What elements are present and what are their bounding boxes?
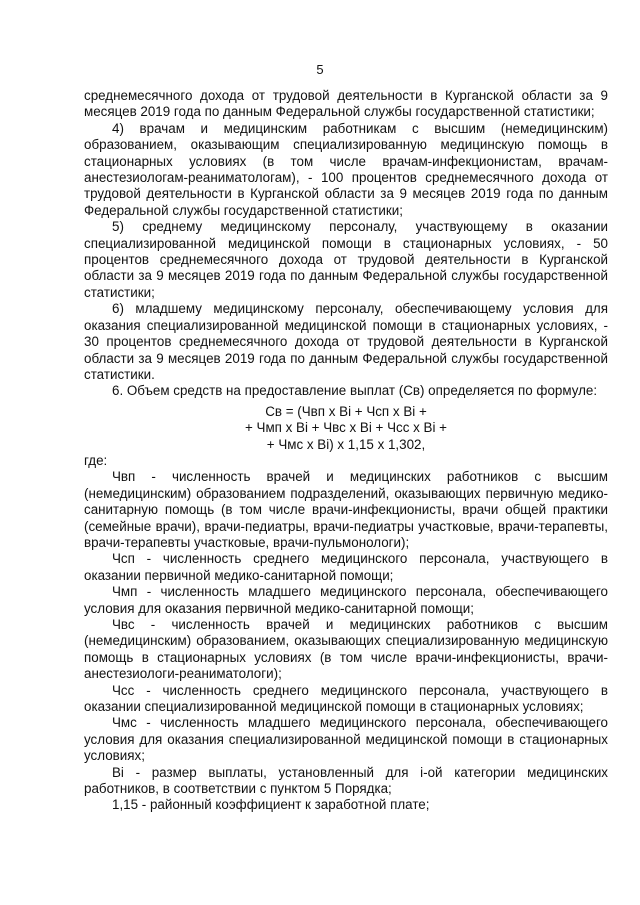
definition-regional-coefficient: 1,15 - районный коэффициент к заработной плате; — [112, 797, 430, 813]
definition-chsp: Чсп - численность среднего медицинского персонала, участвующего в оказании первичной медико-санитарной помощи; — [84, 551, 608, 583]
paragraph-continuation: среднемесячного дохода от трудовой деятельности в Курганской области за 9 месяцев 2019 года по данным Федеральной службы государственной статистики; — [84, 88, 608, 120]
definition-chmp: Чмп - численность младшего медицинского персонала, обеспечивающего условия для оказания первичной медико-санитарной помощи; — [84, 584, 608, 616]
definition-bi: Bi - размер выплаты, установленный для i-ой категории медицинских работников, в соответствии с пунктом 5 Порядка; — [84, 764, 608, 797]
formula-line-1: Св = (Чвп x Bi + Чсп x Bi + — [265, 403, 427, 419]
definition-chvp: Чвп - численность врачей и медицинских работников с высшим (немедицинским) образованием подразделений, оказывающих первичную медико-санитарную помощь (в том числе врачи-инфекционисты, врачи общей практики (семейные врачи), врачи-педиатры, врачи-педиатры участковые, врачи-терапевты, врачи-терапевты участковые, врачи-пульмонологи); — [84, 469, 608, 550]
where-label: где: — [84, 452, 108, 468]
definition-chms: Чмс - численность младшего медицинского персонала, обеспечивающего условия для оказания специализированной медицинской помощи в стационарных условиях; — [84, 715, 608, 764]
formula-block — [84, 404, 608, 453]
paragraph-item-6: 6) младшему медицинскому персоналу, обеспечивающему условия для оказания специализированной медицинской помощи в стационарных условиях, - 30 процентов среднемесячного дохода от трудовой деятельности в Курганской области за 9 месяцев 2019 года по данным Федеральной службы государственной статистики. — [84, 301, 608, 382]
page-number: 5 — [316, 62, 324, 77]
formula-line-2: + Чмп x Bi + Чвс x Bi + Чсс x Bi + — [244, 420, 447, 436]
paragraph-point-6: 6. Объем средств на предоставление выплат (Св) определяется по формуле: — [112, 383, 598, 399]
paragraph-item-5: 5) среднему медицинскому персоналу, участвующему в оказании специализированной медицинской помощи в стационарных условиях, - 50 процентов среднемесячного дохода от трудовой деятельности в Курганской области за 9 месяцев 2019 года по данным Федеральной службы государственной статистики; — [84, 219, 608, 300]
formula-line-3: + Чмс x Bi) x 1,15 x 1,302, — [266, 436, 426, 452]
definition-chvs: Чвс - численность врачей и медицинских работников с высшим (немедицинским) образованием, оказывающих специализированную медицинскую помощь в стационарных условиях (в том числе врачи-инфекционисты, врачи-анестезиологи-реаниматологи); — [84, 617, 608, 682]
paragraph-item-4: 4) врачам и медицинским работникам с высшим (немедицинским) образованием, оказывающим специализированную медицинскую помощь в стационарных условиях (в том числе врачам-инфекционистам, врачам-анестезиологам-реаниматологам), - 100 процентов среднемесячного дохода от трудовой деятельности в Курганской области за 9 месяцев 2019 года по данным Федеральной службы государственной статистики; — [84, 120, 608, 218]
definition-chss: Чсс - численность среднего медицинского персонала, участвующего в оказании специализированной медицинской помощи в стационарных условиях; — [84, 682, 608, 715]
document-body — [84, 88, 608, 814]
